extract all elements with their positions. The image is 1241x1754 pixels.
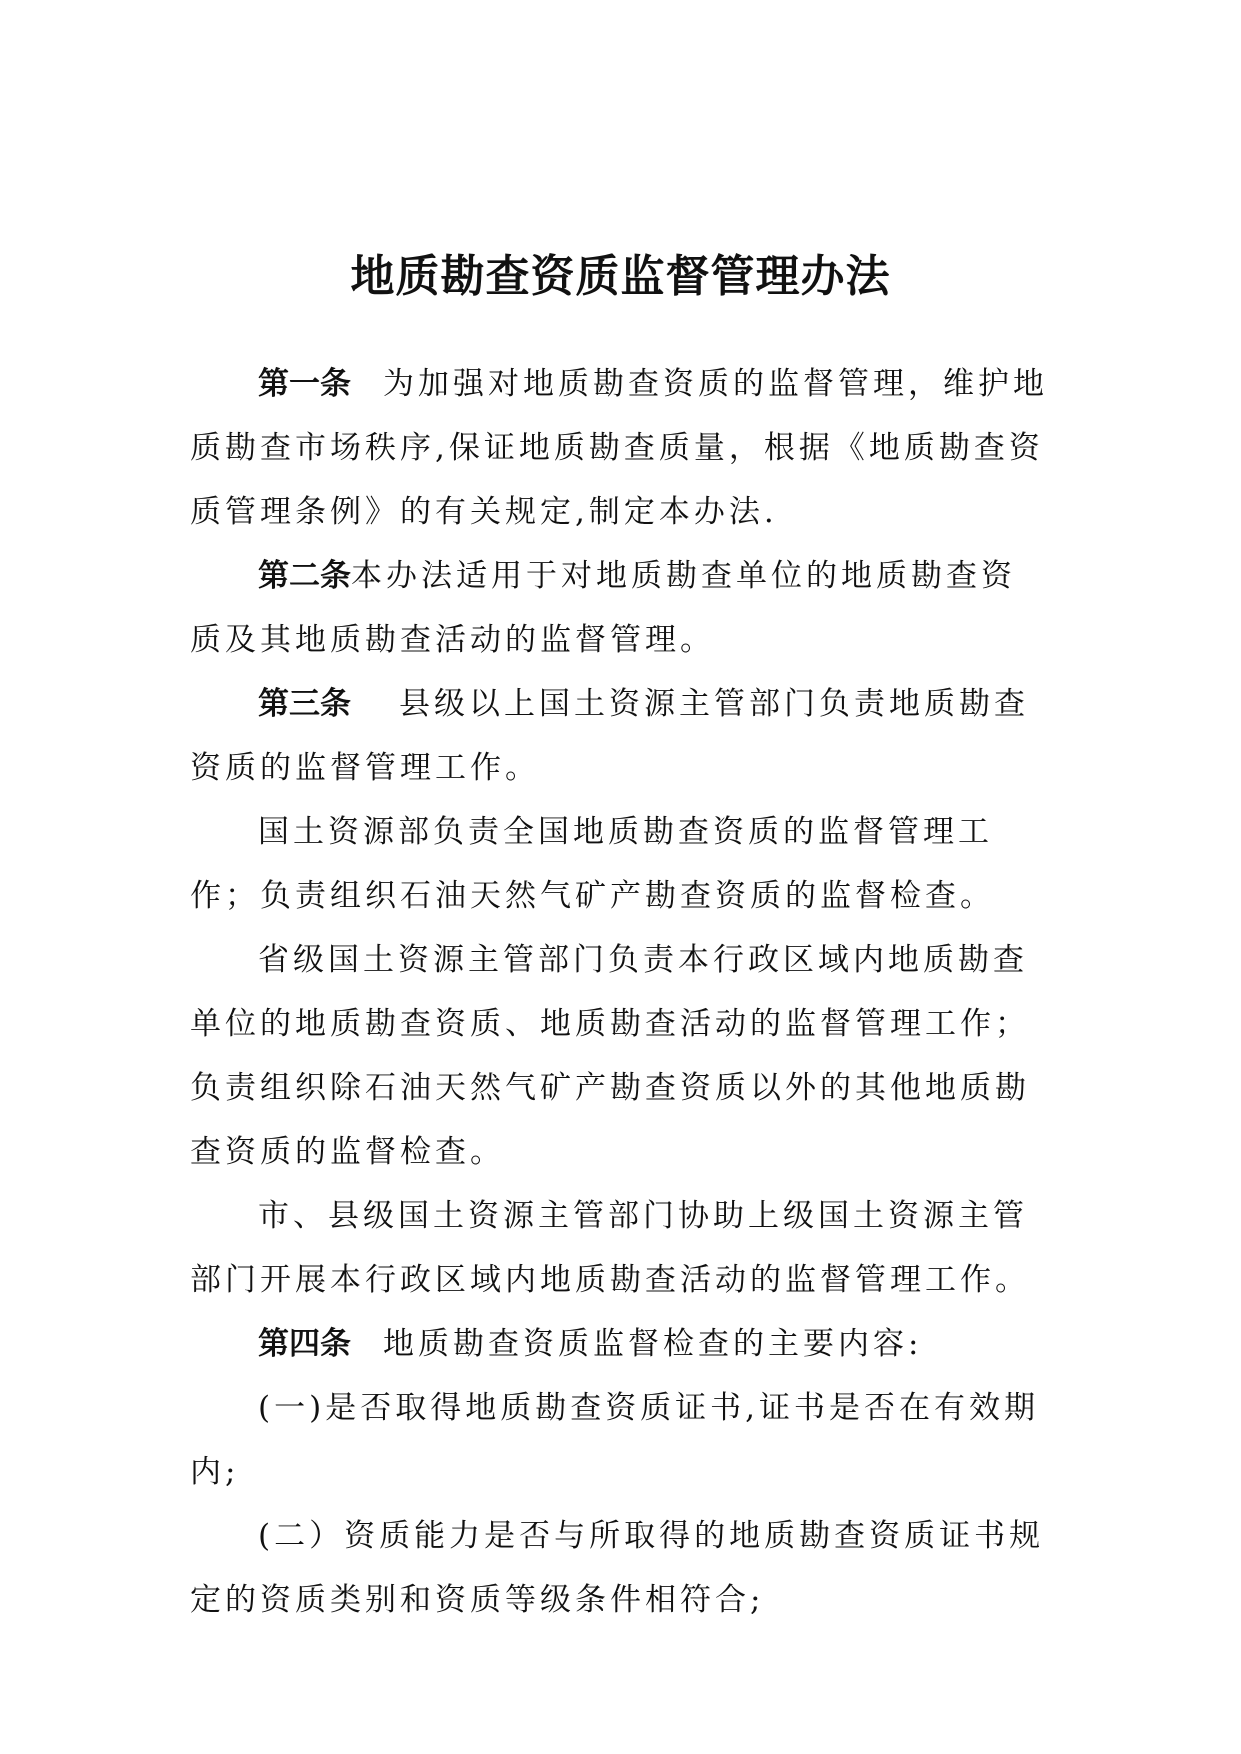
paragraph-4: 国土资源部负责全国地质勘查资质的监督管理工作；负责组织石油天然气矿产勘查资质的监督检查。 [190, 814, 995, 914]
paragraph-5: 省级国土资源主管部门负责本行政区域内地质勘查单位的地质勘查资质、地质勘查活动的监督管理工作；负责组织除石油天然气矿产勘查资质以外的其他地质勘查资质的监督检查。 [190, 942, 1030, 1170]
article-label: 第四条 [258, 1326, 351, 1362]
article-label: 第一条 [258, 366, 351, 402]
item-2: (二）资质能力是否与所取得的地质勘查资质证书规定的资质类别和资质等级条件相符合; [190, 1518, 1045, 1618]
article-text: 本办法适用于对地质勘查单位的地质勘查资质及其地质勘查活动的监督管理。 [190, 558, 1016, 658]
article-1 [190, 352, 1050, 544]
document-body [190, 352, 1050, 1632]
item-1: (一)是否取得地质勘查资质证书,证书是否在有效期内; [190, 1390, 1040, 1490]
article-2 [190, 544, 1050, 672]
paragraph-6: 市、县级国土资源主管部门协助上级国土资源主管部门开展本行政区域内地质勘查活动的监督管理工作。 [190, 1198, 1030, 1298]
article-4 [190, 1312, 1050, 1376]
article-text: 为加强对地质勘查资质的监督管理，维护地质勘查市场秩序,保证地质勘查质量，根据《地质勘查资质管理条例》的有关规定,制定本办法. [190, 366, 1048, 530]
article-text: 地质勘查资质监督检查的主要内容: [383, 1326, 923, 1362]
article-label: 第三条 [258, 686, 351, 722]
article-label: 第二条 [258, 558, 351, 594]
article-text: 县级以上国土资源主管部门负责地质勘查资质的监督管理工作。 [190, 686, 1029, 786]
article-3 [190, 672, 1050, 800]
document-title: 地质勘查资质监督管理办法 [350, 251, 891, 303]
